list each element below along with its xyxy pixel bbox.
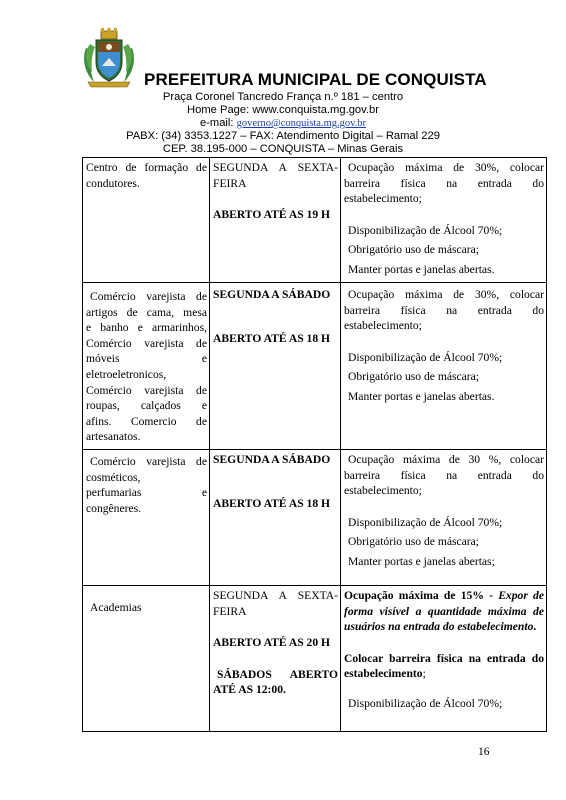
activity-line: Comércio varejista de	[86, 383, 207, 397]
table-row	[83, 158, 547, 283]
schedule-hours: ABERTO ATÉ AS 18 H	[213, 496, 331, 510]
schedule-hours: ABERTO ATÉ AS 18 H	[213, 331, 331, 345]
rules-line: Ocupação máxima de 30%, colocar	[348, 288, 544, 301]
activity-line: condutores.	[86, 176, 140, 190]
rules-line: Ocupação máxima de 30%, colocar	[348, 161, 544, 174]
saturday-hours: SÁBADOS ABERTO	[217, 667, 338, 681]
activity-line: Centro de formação de	[86, 161, 207, 174]
activity-line: perfumarias e	[86, 486, 207, 500]
rules-line: barreira física na entrada do	[344, 303, 544, 317]
cep-line: CEP. 38.195-000 – CONQUISTA – Minas Gerais	[162, 143, 404, 155]
schedule-days: SEGUNDA A SÁBADO	[213, 288, 331, 301]
municipal-coat-of-arms-icon	[80, 28, 138, 90]
address-line: Praça Coronel Tancredo França n.º 181 – centro	[162, 91, 404, 103]
phone-line: PABX: (34) 3353.1227 – FAX: Atendimento Digital – Ramal 229	[126, 130, 440, 142]
activity-line: Comércio varejista de	[90, 290, 207, 303]
rules-paragraph	[344, 651, 544, 682]
rule-item: Manter portas e janelas abertas.	[348, 262, 495, 276]
schedule-cell	[210, 450, 341, 586]
email-link[interactable]: governo@conquista.mg.gov.br	[236, 118, 367, 129]
business-hours-table	[82, 157, 547, 732]
activity-line: eletroeletronicos,	[86, 367, 167, 381]
activity-line: móveis e	[86, 352, 207, 366]
rules-cell	[341, 586, 547, 732]
rule-item: Obrigatório uso de máscara;	[348, 243, 480, 257]
letterhead	[0, 0, 566, 160]
rule-item: Disponibilização de Álcool 70%;	[348, 350, 503, 364]
page-number: 16	[478, 746, 490, 758]
activity-cell	[83, 586, 210, 732]
schedule-days: SEGUNDA A SEXTA-	[213, 161, 338, 174]
rule-item: Disponibilização de Álcool 70%;	[348, 696, 503, 710]
rules-line: Ocupação máxima de 30 %, colocar	[348, 453, 544, 466]
rules-cell	[341, 158, 547, 283]
activity-line: congêneres.	[86, 501, 142, 515]
rules-line: barreira física na entrada do	[344, 468, 544, 482]
schedule-hours: ABERTO ATÉ AS 19 H	[213, 208, 331, 222]
activity-line: e banho e armarinhos,	[86, 321, 207, 335]
rule-item: Obrigatório uso de máscara;	[348, 370, 480, 384]
activity-line: Academias	[90, 601, 142, 614]
rules-line: estabelecimento;	[344, 484, 422, 498]
rules-end-text: ;	[422, 667, 426, 681]
activity-cell	[83, 450, 210, 586]
municipality-title: PREFEITURA MUNICIPAL DE CONQUISTA	[144, 70, 487, 89]
rule-item: Disponibilização de Álcool 70%;	[348, 223, 503, 237]
table-row	[83, 283, 547, 450]
rules-line: estabelecimento;	[344, 192, 422, 206]
email-label: e-mail:	[199, 117, 237, 129]
saturday-hours-cont: ATÉ AS 12:00.	[213, 683, 286, 697]
rules-line: estabelecimento;	[344, 319, 422, 333]
rule-item: Disponibilização de Álcool 70%;	[348, 515, 503, 529]
schedule-days: SEGUNDA A SEXTA-	[213, 589, 338, 602]
schedule-cell	[210, 158, 341, 283]
rules-line: barreira física na entrada do	[344, 176, 544, 190]
table-row	[83, 586, 547, 732]
activity-line: artesanatos.	[86, 430, 141, 444]
rules-end-text: .	[533, 620, 537, 634]
rules-paragraph	[344, 588, 544, 635]
schedule-days-cont: FEIRA	[213, 176, 247, 190]
activity-line: cosméticos,	[86, 470, 141, 484]
schedule-days-cont: FEIRA	[213, 604, 247, 618]
activity-cell	[83, 158, 210, 283]
rules-cell	[341, 283, 547, 450]
rule-item: Manter portas e janelas abertas.	[348, 389, 495, 403]
rules-bold-text: Colocar barreira física na entrada do estabelecimento	[344, 651, 544, 681]
rules-cell	[341, 450, 547, 586]
rule-item: Obrigatório uso de máscara;	[348, 535, 480, 549]
activity-line: afins. Comercio de	[86, 414, 207, 428]
homepage-line: Home Page: www.conquista.mg.gov.br	[187, 104, 379, 116]
schedule-days: SEGUNDA A SÁBADO	[213, 453, 331, 466]
schedule-hours: ABERTO ATÉ AS 20 H	[213, 636, 331, 650]
email-line	[200, 117, 366, 129]
rules-italic-text: Expor de forma visível a quantidade máxima de usuários na entrada do estabelecimento	[344, 589, 544, 634]
table-row	[83, 450, 547, 586]
rules-bold-text: Ocupação máxima de 15% -	[344, 589, 499, 602]
rule-item: Manter portas e janelas abertas;	[348, 554, 495, 568]
activity-line: roupas, calçados e	[86, 399, 207, 413]
schedule-cell	[210, 283, 341, 450]
schedule-cell	[210, 586, 341, 732]
activity-line: Comércio varejista de	[90, 455, 207, 468]
activity-cell	[83, 283, 210, 450]
activity-line: Comércio varejista de	[86, 336, 207, 350]
activity-line: artigos de cama, mesa	[86, 305, 207, 319]
